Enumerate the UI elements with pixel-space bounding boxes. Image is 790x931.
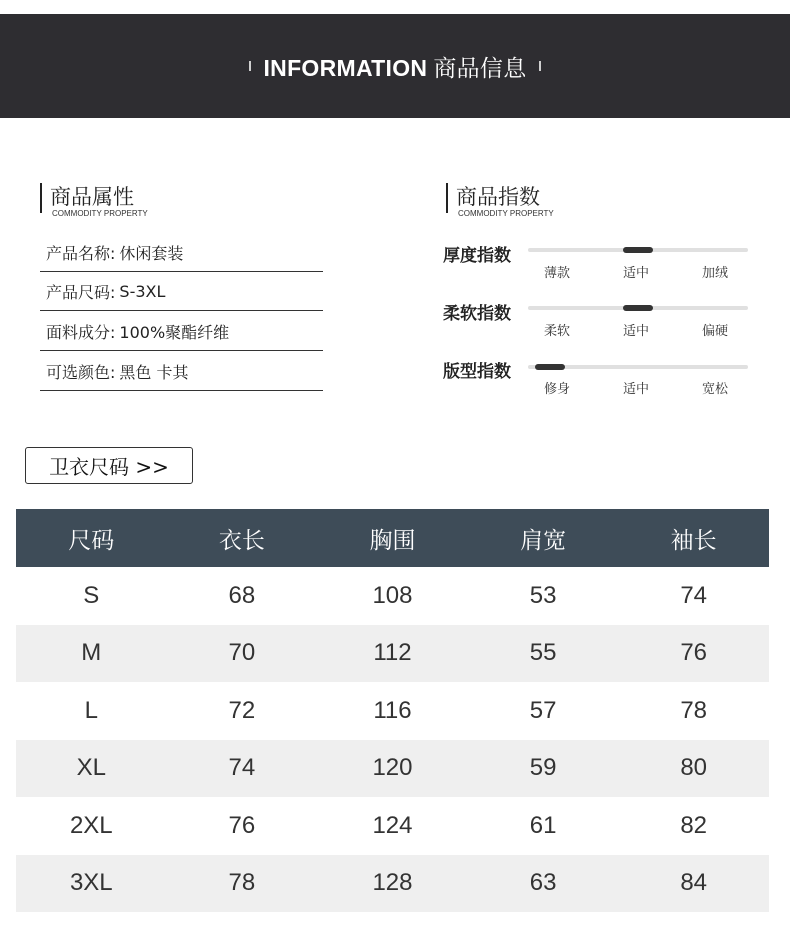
table-cell: 128 [372,869,413,897]
banner-title [263,50,526,83]
table-cell: 61 [529,811,557,839]
banner-title-en: INFORMATION [263,54,428,81]
property-label: 产品名称: [46,243,116,263]
table-cell: 70 [228,639,256,667]
index-label-fit: 版型指数 [443,362,511,382]
index-label-thickness: 厚度指数 [443,246,511,266]
property-heading-title: 商品属性 [50,185,134,209]
table-header-cell: 尺码 [68,527,115,554]
size-chart-button[interactable]: 卫衣尺码 >> [25,447,193,484]
table-cell: 108 [372,581,413,609]
property-value: 黑色 卡其 [119,362,189,382]
table-cell: M [81,639,102,667]
index-knob [623,247,653,253]
index-knob [535,364,565,370]
index-option: 柔软 [543,324,571,339]
table-cell: XL [76,754,106,782]
table-cell: 74 [680,581,708,609]
table-cell: 74 [228,754,256,782]
index-option: 偏硬 [701,324,729,339]
table-cell: 76 [228,811,256,839]
table-cell: 59 [529,754,557,782]
banner-tick-right [539,61,541,71]
index-heading-bar [446,183,448,213]
info-banner [0,14,790,118]
index-option: 薄款 [543,266,571,281]
table-cell: 76 [680,639,708,667]
index-label-softness: 柔软指数 [443,304,511,324]
property-row-color [40,352,323,391]
table-cell: 124 [372,811,413,839]
table-cell: 68 [228,581,256,609]
index-option: 修身 [543,382,571,397]
property-row-name [40,233,323,272]
table-row [16,625,769,683]
table-row [16,797,769,855]
table-header-cell: 肩宽 [520,527,567,554]
table-header-cell: 衣长 [218,527,265,554]
table-cell: 84 [680,869,708,897]
index-option: 适中 [622,266,650,281]
table-header-cell: 袖长 [670,527,717,554]
index-heading-title: 商品指数 [456,185,540,209]
property-label: 面料成分: [46,322,116,342]
table-header-cell: 胸围 [369,527,416,554]
table-cell: 78 [680,696,708,724]
property-value: 100%聚酯纤维 [119,322,230,342]
property-label: 可选颜色: [46,362,116,382]
table-row [16,740,769,798]
table-cell: 55 [529,639,557,667]
property-value: 休闲套装 [119,243,184,263]
table-row [16,855,769,913]
index-track-fit [528,365,748,369]
index-track-thickness [528,248,748,252]
table-cell: 3XL [69,869,113,897]
table-cell: L [84,696,98,724]
property-row-fabric [40,312,323,351]
table-cell: 80 [680,754,708,782]
table-cell: 2XL [69,811,113,839]
index-heading-subtitle: COMMODITY PROPERTY [458,209,554,218]
banner-title-cn: 商品信息 [433,54,527,81]
index-option: 宽松 [701,382,729,397]
index-track-softness [528,306,748,310]
property-label: 产品尺码: [46,282,116,302]
table-cell: 53 [529,581,557,609]
table-row [16,682,769,740]
property-heading-bar [40,183,42,213]
table-cell: 78 [228,869,256,897]
table-cell: 116 [373,696,412,724]
property-heading-subtitle: COMMODITY PROPERTY [52,209,148,218]
property-row-size [40,272,323,311]
table-cell: 112 [373,639,412,667]
index-knob [623,305,653,311]
table-cell: 120 [372,754,413,782]
table-cell: 63 [529,869,557,897]
property-value: S-3XL [119,281,166,301]
table-cell: 72 [228,696,256,724]
size-table [16,509,769,912]
table-cell: 57 [529,696,557,724]
table-cell: S [83,581,100,609]
index-option: 适中 [622,382,650,397]
table-header [16,509,769,567]
index-option: 适中 [622,324,650,339]
banner-tick-left [249,61,251,71]
table-row [16,567,769,625]
index-option: 加绒 [701,266,729,281]
table-cell: 82 [680,811,708,839]
